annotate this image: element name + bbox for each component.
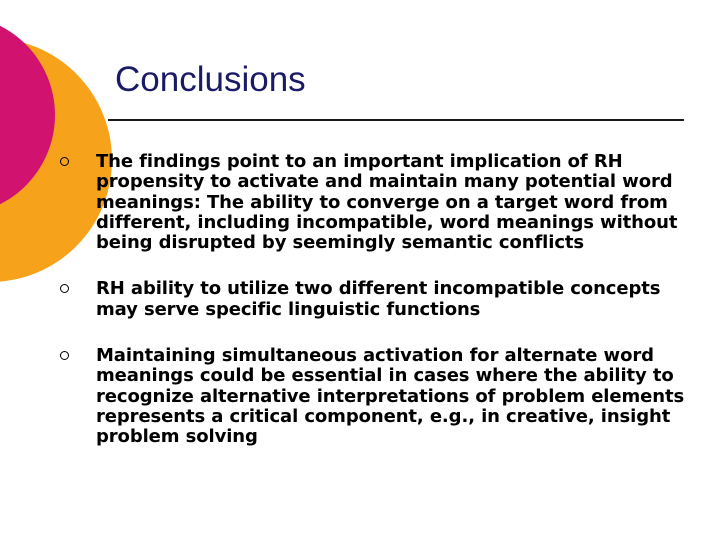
hollow-circle-bullet-icon bbox=[60, 284, 69, 293]
bullet-text: Maintaining simultaneous activation for alternate word meanings could be essential in cases where the ability to recognize alternative interpretations of problem elements represents a critical component, e.g., in creative, insight problem solving bbox=[96, 345, 685, 448]
bullet-text: The findings point to an important implication of RH propensity to activate and maintain many potential word meanings: The ability to converge on a target word from different, including incompatible, word meanings without being disrupted by seemingly semantic conflicts bbox=[96, 151, 678, 254]
bullet-item bbox=[58, 346, 688, 447]
slide-title: Conclusions bbox=[115, 60, 306, 99]
bullet-item bbox=[58, 152, 688, 253]
bullet-item bbox=[58, 279, 688, 320]
bullet-list bbox=[58, 152, 688, 474]
bullet-text: RH ability to utilize two different incompatible concepts may serve specific linguistic functions bbox=[96, 278, 661, 320]
hollow-circle-bullet-icon bbox=[60, 351, 69, 360]
title-underline bbox=[108, 119, 684, 121]
hollow-circle-bullet-icon bbox=[60, 157, 69, 166]
